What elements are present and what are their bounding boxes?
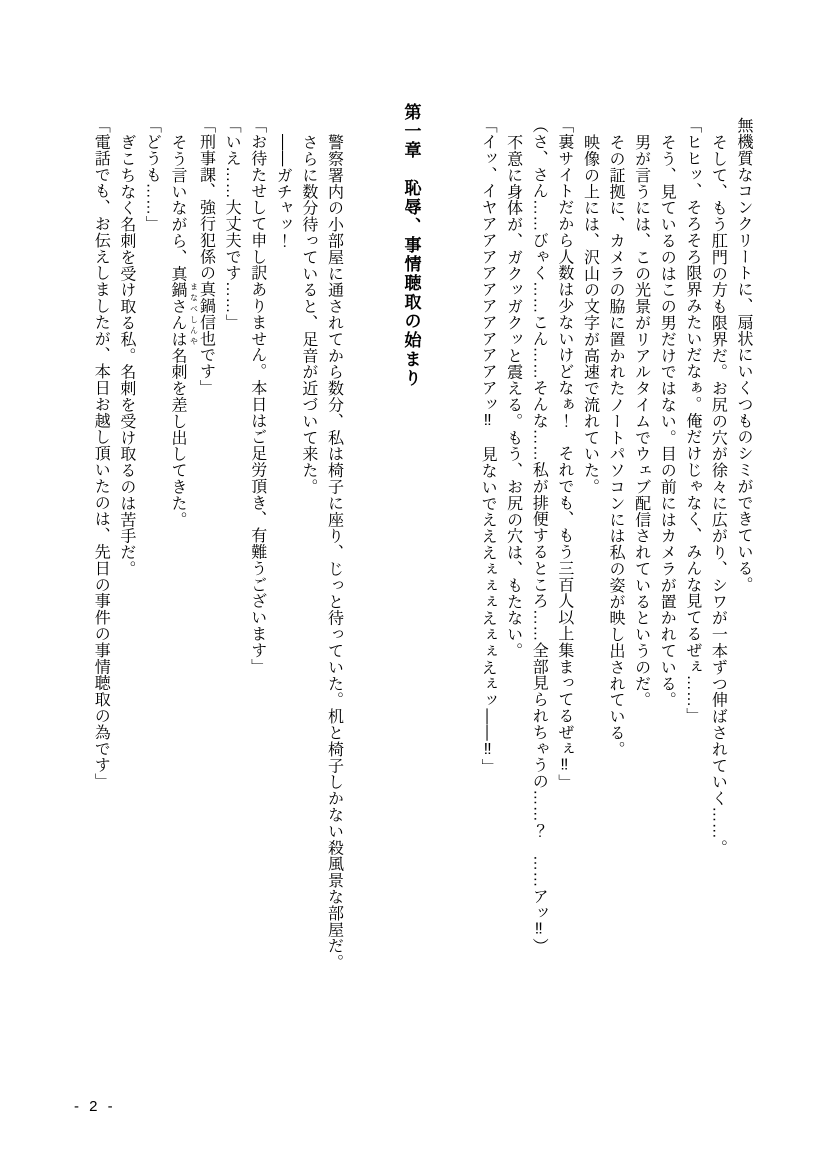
page-number: - 2 -: [74, 1098, 116, 1115]
text-line: （さ、さん……びゃく……こん……そんな……私が排便するところ……全部見られちゃうの……？ ……アッ‼）: [530, 117, 548, 955]
text-line: 「ヒヒッ、そろそろ限界みたいだなぁ。俺だけじゃなく、みんな見てるぜぇ……」: [683, 117, 701, 724]
text-line: 「イッ、イヤアアアアアアアアアアアッ‼ 見ないでえええぇぇぇえぇぇえぇッ――‼」: [479, 117, 497, 775]
text-line: 「どうも……」: [143, 117, 161, 232]
paragraph-group-after-heading: [88, 103, 347, 993]
text-line: 不意に身体が、ガクッガクッと震える。もう、お尻の穴は、もたない。: [504, 134, 522, 659]
text-line: ぎこちなく名刺を受け取る私。名刺を受け取るのは苦手だ。: [117, 134, 135, 577]
chapter-heading: 第一章 恥辱、事情聴取の始まり: [401, 103, 421, 388]
text-line: そう、見ているのはこの男だけではない。目の前にはカメラが置かれている。: [658, 134, 676, 708]
body-text: [88, 103, 756, 993]
text-line: そう言いながら、真鍋さんは名刺を差し出してきた。: [169, 134, 186, 528]
text-line: その証拠に、カメラの脇に置かれたノートパソコンには私の姿が映し出されている。: [607, 134, 625, 758]
text-line: 「いえ……大丈夫です……」: [223, 117, 241, 331]
text-line: 映像の上には、沢山の文字が高速で流れていた。: [581, 134, 599, 495]
text-line: 男が言うには、この光景がリアルタイムでウェブ配信されているというのだ。: [632, 134, 650, 708]
text-line: 「お待たせして申し訳ありません。本日はご足労頂き、有難うございます」: [248, 117, 266, 675]
ruby-name: 真鍋信也まなべしんや: [189, 281, 215, 347]
text-line: ――ガチャッ！: [274, 134, 292, 249]
text-line: そして、もう肛門の方も限界だ。お尻の穴が徐々に広がり、シワが一本ずつ伸ばされていく……。: [709, 134, 727, 856]
text-line: 「裏サイトだから人数は少ないけどなぁ！ それでも、もう三百人以上集まってるぜぇ‼」: [555, 117, 573, 791]
text-line: 「電話でも、お伝えしましたが、本日お越し頂いたのは、先日の事件の事情聴取の為です」: [92, 117, 110, 790]
text-line: 「刑事課、強行犯係の真鍋信也まなべしんやです」: [189, 117, 215, 396]
paragraph-group-before-heading: [474, 103, 756, 993]
ruby-annotation: まなべしんや: [189, 281, 199, 347]
text-line: 警察署内の小部屋に通されてから数分、私は椅子に座り、じっと待っていた。机と椅子しかない殺風景な部屋だ。: [325, 134, 343, 971]
text-line: 無機質なコンクリートに、扇状にいくつものシミができている。: [735, 117, 752, 593]
text-line: さらに数分待っていると、足音が近づいて来た。: [299, 134, 317, 495]
